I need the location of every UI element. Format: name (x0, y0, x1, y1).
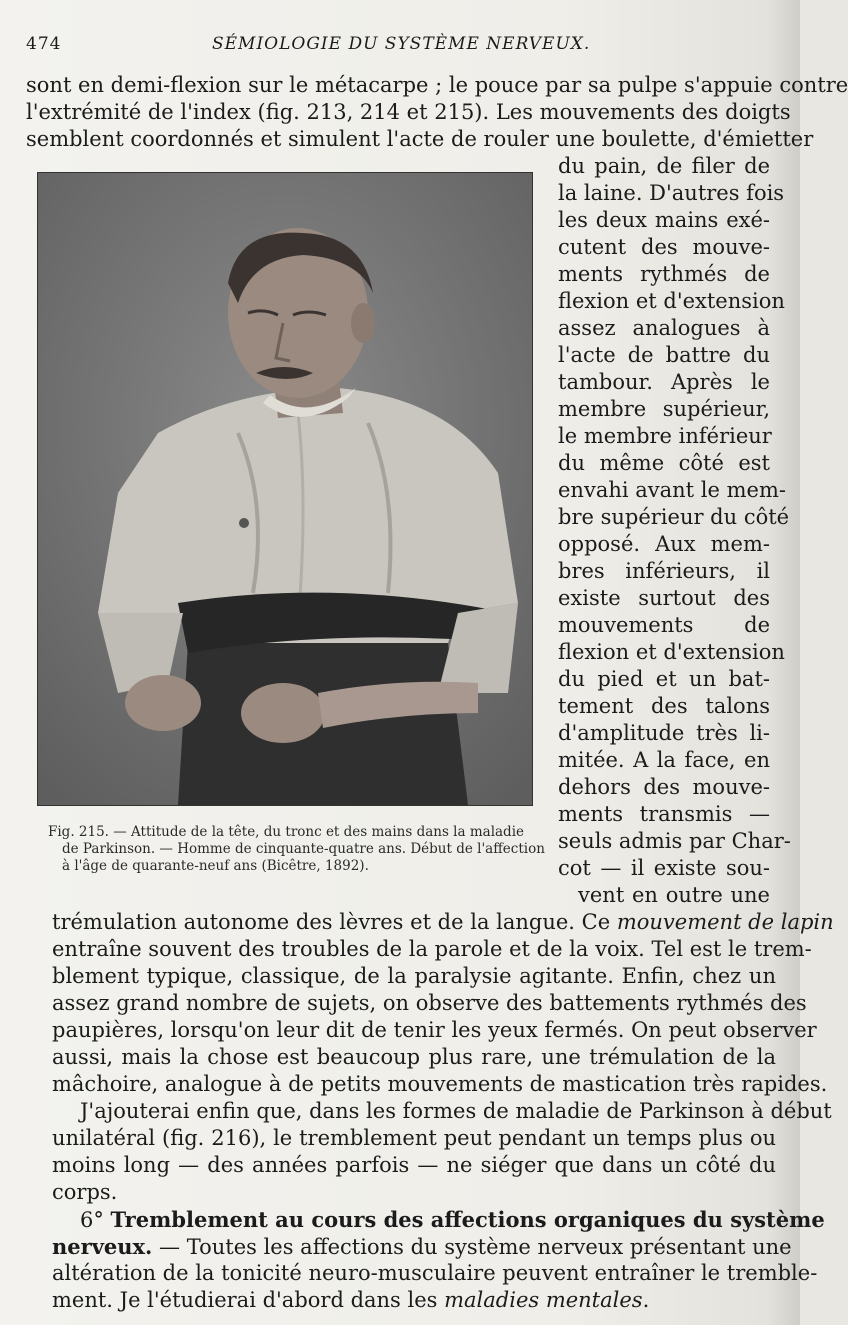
text-line (52, 1287, 776, 1314)
figure-caption-line: à l'âge de quarante-neuf ans (Bicêtre, 1892). (62, 858, 369, 874)
page-number: 474 (26, 34, 62, 54)
text-line: aussi, mais la chose est beaucoup plus rare, une trémulation de la (52, 1045, 776, 1069)
text-line: cot — il existe sou- (558, 856, 770, 880)
text-line: les deux mains exé- (558, 208, 770, 232)
parkinson-patient-photo (38, 173, 532, 805)
text-line: ments transmis — (558, 802, 770, 826)
text-line: altération de la tonicité neuro-musculaire peuvent entraîner le tremble- (52, 1261, 818, 1285)
text-line: existe surtout des (558, 586, 770, 610)
figure-caption-line: Fig. 215. — Attitude de la tête, du tronc et des mains dans la maladie (48, 824, 525, 840)
running-header (26, 34, 766, 56)
italic-term: mouvement de lapin (616, 910, 834, 934)
running-title: SÉMIOLOGIE DU SYSTÈME NERVEUX. (212, 34, 591, 54)
text-line: l'acte de battre du (558, 343, 770, 367)
text-line: mouvements de (558, 613, 770, 637)
text-line: assez analogues à (558, 316, 770, 340)
text-span: . (642, 1288, 650, 1312)
text-line: moins long — des années parfois — ne siéger que dans un côté du (52, 1153, 776, 1177)
text-line: tement des talons (558, 694, 770, 718)
text-line: sont en demi-flexion sur le métacarpe ; le pouce par sa pulpe s'appuie contre (26, 73, 848, 97)
text-line: bres inférieurs, il (558, 559, 770, 583)
text-line: cutent des mouve- (558, 235, 770, 259)
text-line: corps. (52, 1180, 118, 1204)
text-line: assez grand nombre de sujets, on observe des battements rythmés des (52, 991, 807, 1015)
section-title: nerveux. (52, 1234, 153, 1259)
text-line (52, 909, 834, 936)
text-line (52, 1233, 792, 1261)
figure-caption-line: de Parkinson. — Homme de cinquante-quatre ans. Début de l'affection (62, 841, 545, 857)
text-line: flexion et d'extension (558, 640, 785, 664)
text-line: tambour. Après le (558, 370, 770, 394)
text-line: envahi avant le mem- (558, 478, 786, 502)
text-line: blement typique, classique, de la paralysie agitante. Enfin, chez un (52, 964, 776, 988)
text-line: bre supérieur du côté (558, 505, 790, 529)
text-line: du même côté est (558, 451, 770, 475)
text-line: opposé. Aux mem- (558, 532, 770, 556)
section-heading-line (80, 1206, 825, 1234)
text-line: dehors des mouve- (558, 775, 770, 799)
text-line: du pain, de filer de (558, 154, 770, 178)
text-line: semblent coordonnés et simulent l'acte de rouler une boulette, d'émietter (26, 127, 814, 151)
text-line: entraîne souvent des troubles de la parole et de la voix. Tel est le trem- (52, 937, 812, 961)
text-line: la laine. D'autres fois (558, 181, 785, 205)
text-span: — Toutes les affections du système nerveux présentant une (152, 1235, 792, 1259)
text-line: le membre inférieur (558, 424, 772, 448)
figure-photograph (37, 172, 533, 806)
section-title: Tremblement au cours des affections organiques du système (110, 1207, 825, 1232)
text-line: l'extrémité de l'index (fig. 213, 214 et 215). Les mouvements des doigts (26, 100, 791, 124)
text-line: ments rythmés de (558, 262, 770, 286)
text-line: mitée. A la face, en (558, 748, 770, 772)
text-line: paupières, lorsqu'on leur dit de tenir les yeux fermés. On peut observer (52, 1018, 817, 1042)
section-number: 6° (80, 1208, 111, 1232)
italic-term: maladies mentales (444, 1288, 643, 1312)
text-line: mâchoire, analogue à de petits mouvements de mastication très rapides. (52, 1072, 828, 1096)
text-line: membre supérieur, (558, 397, 770, 421)
text-line: unilatéral (fig. 216), le tremblement peut pendant un temps plus ou (52, 1126, 776, 1150)
text-line: vent en outre une (578, 883, 770, 907)
text-line: seuls admis par Char- (558, 829, 791, 853)
text-line: d'amplitude très li- (558, 721, 770, 745)
text-line: du pied et un bat- (558, 667, 770, 691)
text-span: trémulation autonome des lèvres et de la langue. Ce (52, 910, 617, 934)
text-line: flexion et d'extension (558, 289, 785, 313)
text-line: J'ajouterai enfin que, dans les formes de maladie de Parkinson à début (80, 1099, 832, 1123)
text-span: ment. Je l'étudierai d'abord dans les (52, 1288, 445, 1312)
